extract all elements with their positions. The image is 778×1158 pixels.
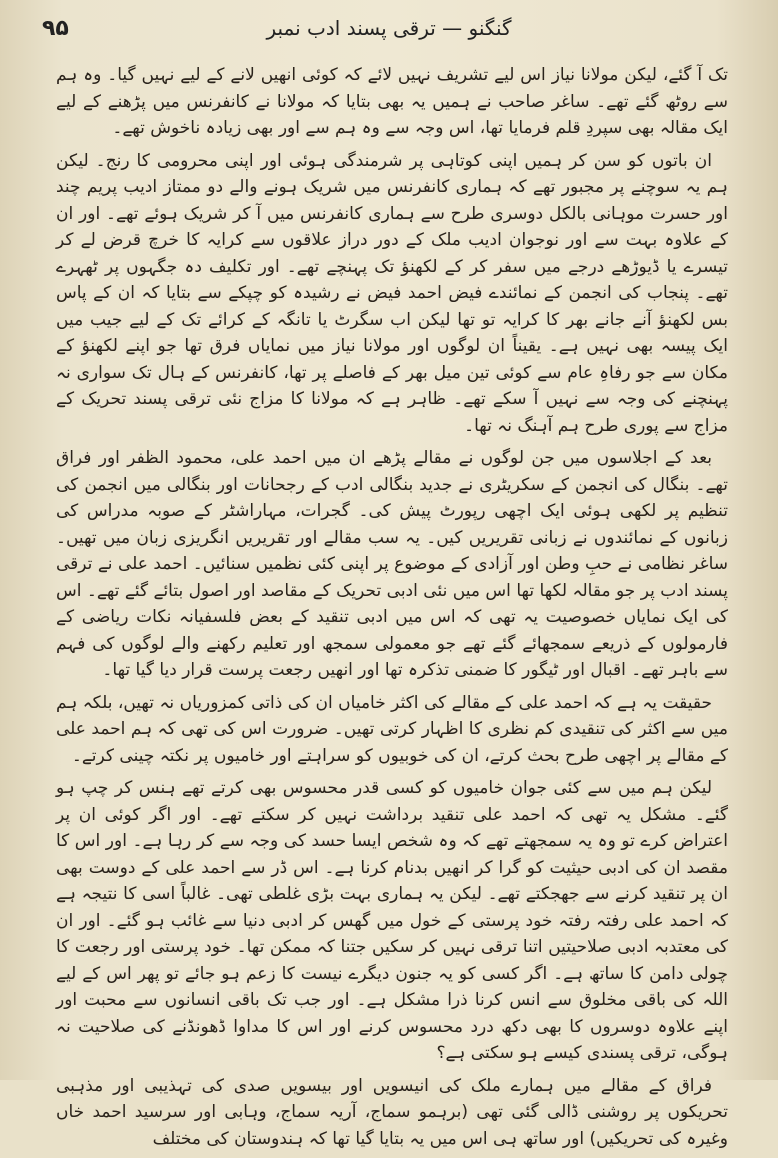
paragraph: فراق کے مقالے میں ہمارے ملک کی انیسویں اور بیسویں صدی کی تہذیبی اور مذہبی تحریکوں پر روشنی ڈالی گئی تھی (برہمو سماج، آریہ سماج، وہابی اور سرسید احمد خاں وغیرہ کی تحریکیں) اور ساتھ ہی اس میں یہ بتایا گیا تھا کہ ہندوستان کی مختلف	[56, 1075, 728, 1149]
paragraph: لیکن ہم میں سے کئی جوان خامیوں کو کسی قدر محسوس بھی کرتے تھے ہنس کر چپ ہو گئے۔ مشکل یہ تھی کہ احمد علی تنقید برداشت نہیں کر سکتے تھے۔ اور اگر کوئی ان پر اعتراض کرے تو وہ یہ سمجھتے تھے کہ وہ شخص ایسا حسد کی وجہ سے کر رہا ہے۔ اور اس کا مقصد ان کی ادبی حیثیت کو گرا کر انھیں بدنام کرنا ہے۔ اس ڈر سے احمد علی کے دوست بھی ان پر تنقید کرنے سے جھجکتے تھے۔ لیکن یہ ہماری بہت بڑی غلطی تھی۔ غالباً اسی کا نتیجہ ہے کہ احمد علی رفتہ رفتہ خود پرستی کے خول میں گھس کر ادبی دنیا سے غائب ہو گئے۔ اور ان کی معتدبہ ادبی صلاحیتیں اتنا ترقی نہیں کر سکیں جتنا کہ ممکن تھا۔ خود پرستی اور رجعت کا چولی دامن کا ساتھ ہے۔ اگر کسی کو یہ جنون دیگرے نیست کا زعم ہو جائے تو پھر اس کے لیے اللہ کی باقی مخلوق سے انس کرنا ذرا مشکل ہے۔ اور جب تک باقی انسانوں سے محبت اور اپنے علاوہ دوسروں کا بھی دکھ درد محسوس کرنے اور اس کا مداوا ڈھونڈنے کی صلاحیت نہ ہوگی، ترقی پسندی کیسے ہو سکتی ہے؟	[56, 778, 728, 1063]
page-number: ۹۵	[42, 16, 69, 41]
article-body	[56, 62, 728, 1158]
page-header	[0, 10, 778, 50]
paragraph: ان باتوں کو سن کر ہمیں اپنی کوتاہی پر شرمندگی ہوئی اور اپنی محرومی کا رنج۔ لیکن ہم یہ سوچنے پر مجبور تھے کہ ہماری کانفرنس میں شریک ہونے والے دو ممتاز ادیب پریم چند اور حسرت موہانی بالکل دوسری طرح سے ہماری کانفرنس میں آ کر شریک ہوئے تھے۔ اور ان کے علاوہ بہت سے اور نوجوان ادیب ملک کے دور دراز علاقوں سے کرایہ کا خرچ قرض لے کر تیسرے یا ڈیوڑھے درجے میں سفر کر کے لکھنؤ تک پہنچے تھے۔ اور تکلیف دہ جگہوں پر ٹھہرے تھے۔ پنجاب کی انجمن کے نمائندے فیض احمد فیض نے رشیدہ کو چپکے سے بتایا کہ ان کے پاس بس لکھنؤ آنے جانے بھر کا کرایہ تو تھا لیکن اب سگرٹ یا تانگہ کے کرائے تک کے لیے جیب میں ایک پیسہ بھی نہیں ہے۔ یقیناً ان لوگوں اور مولانا نیاز میں نمایاں فرق تھا جو اپنے لکھنؤ کے مکان سے جو رفاہِ عام سے کوئی تین میل بھر کے فاصلے پر تھا، کانفرنس کے ہال تک سواری نہ پہنچنے کی وجہ سے نہیں آ سکے تھے۔ ظاہر ہے کہ مولانا کا مزاج نئی ترقی پسند تحریک کے مزاج سے پوری طرح ہم آہنگ نہ تھا۔	[56, 150, 728, 436]
paragraph: بعد کے اجلاسوں میں جن لوگوں نے مقالے پڑھے ان میں احمد علی، محمود الظفر اور فراق تھے۔ بنگال کی انجمن کے سکریٹری نے جدید بنگالی ادب کے رجحانات اور بنگالی میں انجمن کی تنظیم پر لکھی ہوئی ایک اچھی رپورٹ پیش کی۔ گجرات، مہاراشٹر کے صوبہ مدراس کی زبانوں کے نمائندوں نے زبانی تقریریں کیں۔ یہ سب مقالے اور تقریریں انگریزی زبان میں تھیں۔ ساغر نظامی نے حبِ وطن اور آزادی کے موضوع پر اپنی کئی نظمیں سنائیں۔ احمد علی نے ترقی پسند ادب پر جو مقالہ لکھا تھا اس میں نئی ادبی تحریک کے مقاصد اور اصول بتائے گئے تھے۔ اس کی ایک نمایاں خصوصیت یہ تھی کہ اس میں ادبی تنقید کے بعض فلسفیانہ نکات ریاضی کے فارمولوں کے ذریعے سمجھائے گئے تھے جو معمولی سمجھ اور تعلیم رکھنے والے لوگوں کی فہم سے باہر تھے۔ اقبال اور ٹیگور کا ضمنی تذکرہ تھا اور انھیں رجعت پرست قرار دیا گیا تھا۔	[56, 448, 728, 680]
running-head: گنگنو — ترقی پسند ادب نمبر	[266, 16, 512, 40]
paragraph: حقیقت یہ ہے کہ احمد علی کے مقالے کی اکثر خامیاں ان کی ذاتی کمزوریاں نہ تھیں، بلکہ ہم میں سے اکثر کی تنقیدی کم نظری کا اظہار کرتی تھیں۔ ضرورت اس کی تھی کہ ہم احمد علی کے مقالے پر اچھی طرح بحث کرتے، ان کی خوبیوں کو سراہتے اور خامیوں پر نکتہ چینی کرتے۔	[56, 692, 728, 766]
paragraph: تک آ گئے، لیکن مولانا نیاز اس لیے تشریف نہیں لائے کہ کوئی انھیں لانے کے لیے نہیں گیا۔ وہ ہم سے روٹھ گئے تھے۔ ساغر صاحب نے ہمیں یہ بھی بتایا کہ مولانا نے کانفرنس میں پڑھنے کے لیے ایک مقالہ بھی سپردِ قلم فرمایا تھا، اس وجہ سے وہ ہم سے اور بھی زیادہ ناخوش تھے۔	[56, 65, 728, 138]
